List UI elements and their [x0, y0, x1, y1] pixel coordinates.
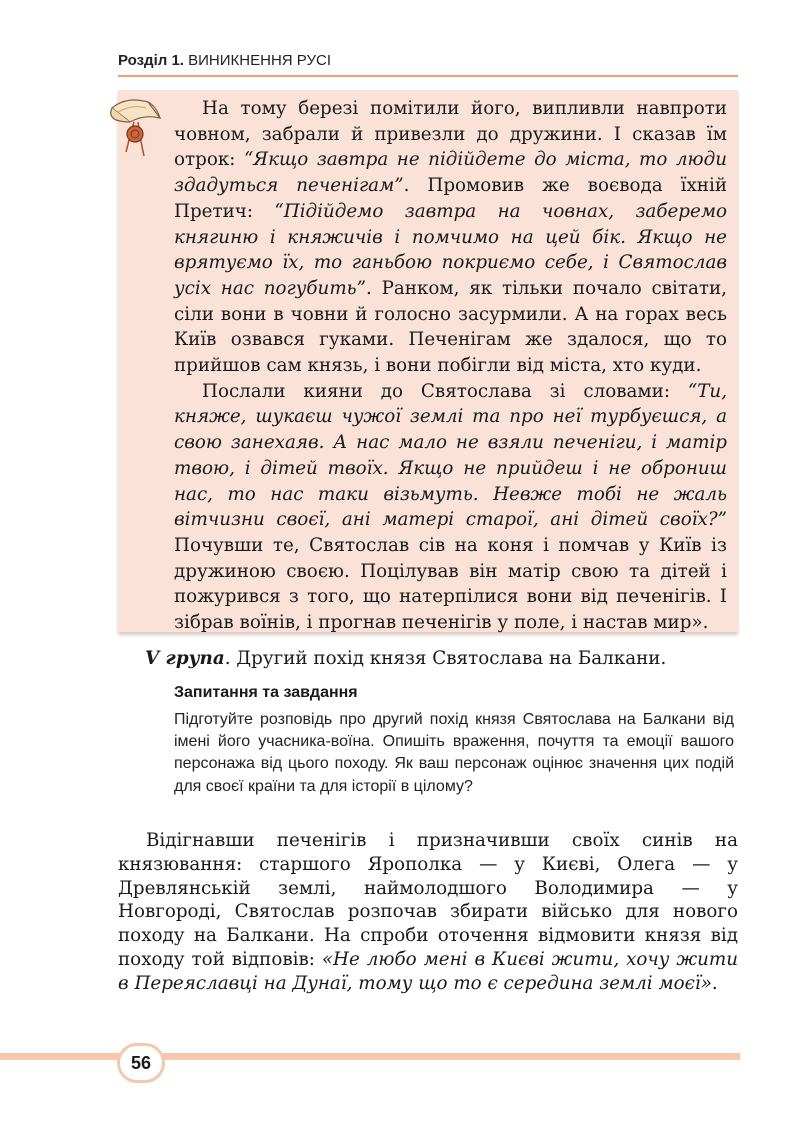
source-quote: [174, 96, 727, 636]
main-quote: «Не любо мені в Києві жити, хочу жити в Переяславці на Дунаї, тому що то є середина землі моєї»: [118, 948, 738, 994]
main-paragraph: [118, 829, 738, 996]
header-divider: [118, 75, 738, 77]
source-text-segment: Почувши те, Святослав сів на коня і помчав у Київ із дружиною своєю. Поцілував він матір свою та дітей і пожурився з того, що натерпілися вони від печенігів. І зібрав воїнів, і прогнав печенігів у поле, і настав мир».: [174, 534, 727, 634]
group-label: V група: [145, 648, 225, 669]
section-label: Розділ: [118, 52, 168, 69]
source-text-segment: Послали кияни до Святослава зі словами:: [202, 380, 688, 402]
source-text-segment: На тому березі помітили його, випливли навпроти човном, забрали й привезли до дружини. І сказав їм отрок:: [174, 98, 727, 171]
footer-bar: [0, 1053, 740, 1060]
questions-text: Підготуйте розповідь про другий похід князя Святослава на Балкани від імені його учасника-воїна. Опишіть враження, почуття та емоції вашого персонажа від цього походу. Як ваш персонаж оцінює значення цих подій для своєї країни та для історії в цілому?: [174, 711, 734, 795]
main-text-end: .: [711, 972, 718, 994]
page-number: 56: [117, 1043, 165, 1083]
scroll-with-seal-icon: [104, 92, 166, 164]
group-text: . Другий похід князя Святослава на Балкани.: [224, 648, 667, 669]
source-paragraph-2: [174, 379, 727, 636]
section-title: ВИНИКНЕННЯ РУСІ: [188, 52, 331, 69]
section-header: [118, 52, 738, 69]
questions-title: Запитання та завдання: [174, 684, 358, 701]
source-quote-segment: “Якщо завтра не підійдете до міста, то люди здадуться печенігам”: [174, 149, 727, 197]
main-text-segment: Відігнавши печенігів і призначивши своїх синів на князювання: старшого Ярополка — у Києві, Олега — у Древлянській землі, наймолодшого Володимира — у Новгороді, Святослав розпочав збирати військо для нового походу на Балкани. На спроби оточення відмовити князя від походу той відповів:: [118, 830, 738, 970]
source-paragraph-1: [174, 96, 727, 379]
section-number: 1.: [171, 52, 184, 69]
group-heading: [145, 646, 745, 672]
source-quote-segment: “Ти, княже, шукаєш чужої землі та про неї турбуєшся, а свою занехаяв. А нас мало не взяли печеніги, і матір твою, і дітей твоїх. Якщо не прийдеш і не оброниш нас, то нас таки візьмуть. Невже тобі не жаль вітчизни своєї, ані матері старої, ані дітей своїх?”: [174, 380, 727, 531]
source-text-segment: . Промовив же воєвода їхній Претич:: [174, 175, 728, 222]
source-text-segment: . Ранком, як тільки почало світати, сіли вони в човни й голосно засурмили. А на горах весь Київ озвався гуками. Печенігам же здалося, що то прийшов сам князь, і вони побігли від міста, хто куди.: [174, 277, 727, 377]
source-quote-segment: “Підійдемо завтра на човнах, заберемо княгиню і княжичів і помчимо на цей бік. Якщо не врятуємо їх, то ганьбою покриємо себе, і Святослав усіх нас погубить”: [174, 200, 727, 299]
